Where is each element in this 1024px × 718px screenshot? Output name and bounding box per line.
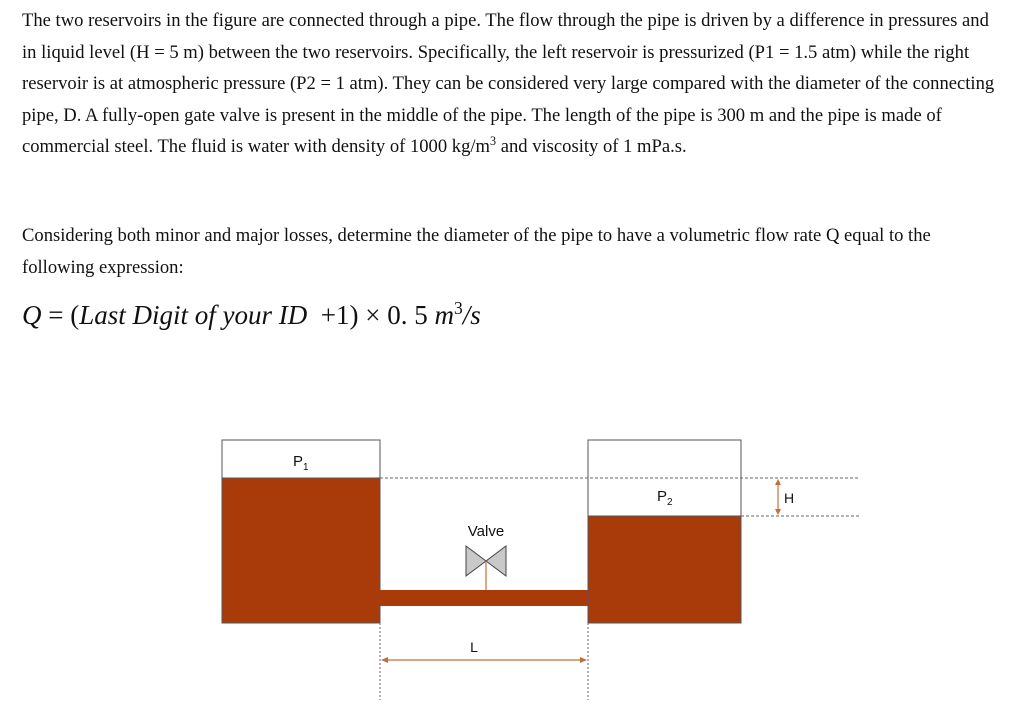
valve-right-triangle [486, 546, 506, 576]
label-valve: Valve [467, 523, 505, 540]
l-arrow-right [580, 657, 587, 663]
formula-phrase: Last Digit of your ID [79, 300, 308, 330]
h-arrow-down [775, 509, 781, 515]
formula-lhs: Q [22, 300, 42, 330]
valve-left-triangle [466, 546, 486, 576]
formula-unit-m: m [434, 300, 454, 330]
h-arrow-up [775, 479, 781, 485]
problem-statement-text: The two reservoirs in the figure are connected through a pipe. The flow through the pipe is driven by a difference in pressures and in liquid level (H = 5 m) between the two reservoirs. Specifically, the left reservoir is pressurized (P1 = 1.5 atm) while the right reservoir is at atmospheric pressure (P2 = 1 atm). They can be considered very large compared with the diameter of the connecting pipe, D. A fully-open gate valve is present in the middle of the pipe. The length of the pipe is 300 m and the pipe is made of commercial steel. The fluid is water with density of 1000 kg/m [22, 10, 995, 157]
density-unit-exponent: 3 [490, 133, 497, 148]
label-p1: $P_1$ [293, 453, 309, 473]
label-h: H [784, 490, 795, 506]
formula-unit-exponent: 3 [453, 298, 463, 318]
task-text: Considering both minor and major losses, determine the diameter of the pipe to have a volumetric flow rate Q equal to the following expression: [22, 225, 931, 278]
problem-statement-tail: and viscosity of 1 mPa.s. [496, 136, 687, 157]
label-l: L [470, 639, 478, 655]
label-p2: $P_2$ [657, 488, 673, 508]
l-arrow-left [381, 657, 388, 663]
left-reservoir-fluid [222, 478, 380, 623]
right-reservoir-fluid [588, 516, 741, 623]
formula-unit-tail: /s [462, 300, 481, 330]
formula-multiplier: +1) × 0. 5 [307, 300, 435, 330]
connecting-pipe [380, 590, 588, 606]
formula-equals: = [41, 300, 71, 330]
formula-open-paren: ( [70, 300, 80, 330]
